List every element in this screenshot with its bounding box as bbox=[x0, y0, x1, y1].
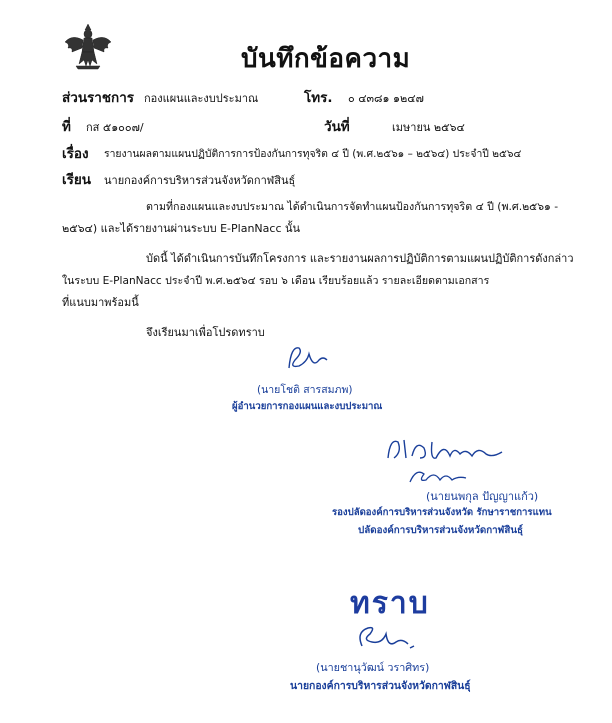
agency-value: กองแผนและงบประมาณ bbox=[144, 92, 259, 105]
signature-2-position-1: รองปลัดองค์การบริหารส่วนจังหวัด รักษาราชการแทน bbox=[332, 507, 552, 518]
ref-label: ที่ bbox=[62, 119, 71, 135]
garuda-emblem-icon bbox=[62, 20, 114, 72]
signature-1-position: ผู้อำนวยการกองแผนและงบประมาณ bbox=[232, 401, 383, 412]
subject-label: เรื่อง bbox=[62, 146, 89, 162]
body-paragraph-1-line-1: ตามที่กองแผนและงบประมาณ ได้ดำเนินการจัดทำแผนป้องกันการทุจริต ๔ ปี (พ.ศ.๒๕๖๑ - bbox=[146, 200, 559, 213]
body-paragraph-2-line-1: บัดนี้ ได้ดำเนินการบันทึกโครงการ และรายงานผลการปฏิบัติการตามแผนปฏิบัติการดังกล่าว bbox=[146, 252, 574, 265]
ref-value: กส ๕๑๐๐๗/ bbox=[86, 121, 144, 134]
signature-2-position-2: ปลัดองค์การบริหารส่วนจังหวัดกาฬสินธุ์ bbox=[358, 525, 524, 536]
acknowledge-position: นายกองค์การบริหารส่วนจังหวัดกาฬสินธุ์ bbox=[290, 680, 471, 692]
to-label: เรียน bbox=[62, 172, 92, 188]
body-paragraph-1-line-2: ๒๕๖๔) และได้รายงานผ่านระบบ E-PlanNacc นั้น bbox=[62, 222, 301, 235]
date-value: เมษายน ๒๕๖๔ bbox=[392, 121, 465, 134]
signature-2-name: (นายนพกุล ปัญญาแก้ว) bbox=[426, 490, 539, 503]
acknowledge-signature-scribble bbox=[352, 620, 422, 660]
document-title: บันทึกข้อความ bbox=[241, 44, 411, 74]
acknowledge-stamp: ทราบ bbox=[350, 586, 430, 621]
signature-1-scribble bbox=[283, 338, 331, 382]
body-paragraph-2-line-2: ในระบบ E-PlanNacc ประจำปี พ.ศ.๒๕๖๔ รอบ ๖ เดือน เรียบร้อยแล้ว รายละเอียดตามเอกสาร bbox=[62, 275, 490, 287]
agency-label: ส่วนราชการ bbox=[62, 90, 135, 106]
closing-text: จึงเรียนมาเพื่อโปรดทราบ bbox=[146, 326, 265, 339]
phone-label: โทร. bbox=[304, 90, 333, 106]
subject-value: รายงานผลตามแผนปฏิบัติการการป้องกันการทุจริต ๔ ปี (พ.ศ.๒๕๖๑ – ๒๕๖๔) ประจำปี ๒๕๖๔ bbox=[104, 148, 522, 160]
phone-value: ๐ ๔๓๘๑ ๑๒๔๗ bbox=[348, 92, 424, 105]
signature-1-name: (นายโชติ สารสมภพ) bbox=[257, 384, 353, 396]
date-label: วันที่ bbox=[324, 119, 350, 135]
body-paragraph-2-line-3: ที่แนบมาพร้อมนี้ bbox=[62, 296, 139, 309]
acknowledge-name: (นายชานุวัฒน์ วราศิทร) bbox=[316, 661, 430, 674]
to-value: นายกองค์การบริหารส่วนจังหวัดกาฬสินธุ์ bbox=[104, 174, 296, 187]
